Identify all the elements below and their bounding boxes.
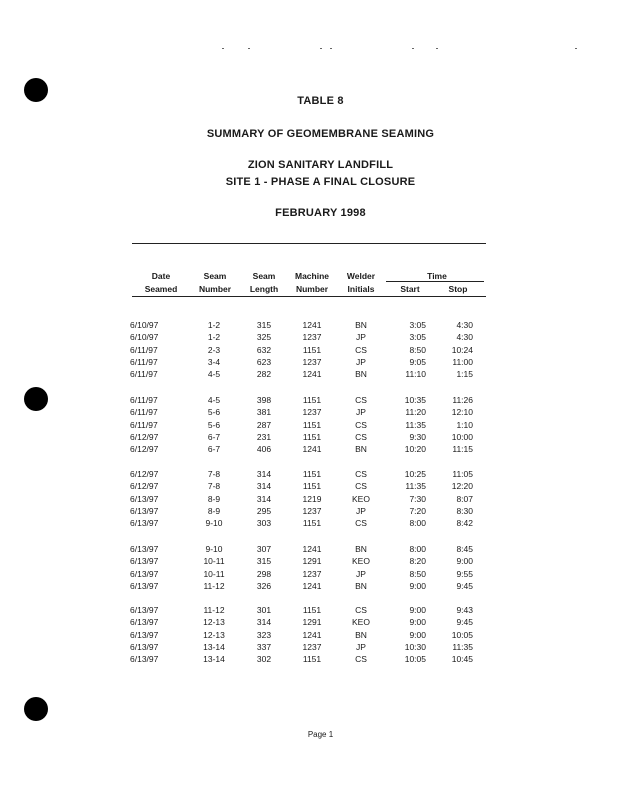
- machine-number-cell: 1241: [302, 580, 322, 591]
- welder-initials-cell: KEO: [352, 617, 370, 628]
- seam-number-cell: 9-10: [205, 518, 223, 529]
- machine-number-cell: 1151: [302, 431, 322, 442]
- col-date-line2: Seamed: [144, 284, 178, 294]
- date-seamed-cell: 6/10/97: [130, 332, 159, 343]
- top-rule: [132, 243, 486, 244]
- date-seamed-cell: 6/13/97: [130, 617, 159, 628]
- col-welder-initials-line1: Welder: [346, 271, 376, 281]
- machine-number-cell: 1241: [302, 444, 322, 455]
- date-seamed-cell: 6/13/97: [130, 629, 159, 640]
- seam-number-cell: 7-8: [207, 481, 221, 492]
- stop-time-cell: 11:05: [452, 469, 473, 479]
- welder-initials-cell: CS: [355, 395, 367, 405]
- scan-speck: [248, 48, 250, 49]
- stop-time-cell: 8:45: [456, 544, 473, 554]
- scan-speck: [436, 48, 438, 49]
- scan-speck: [330, 48, 332, 49]
- seam-number-cell: 13-14: [203, 641, 225, 652]
- welder-initials-cell: BN: [355, 320, 367, 330]
- col-machine-number-line1: Machine: [294, 271, 329, 281]
- welder-initials-cell: CS: [355, 518, 367, 529]
- date-seamed-cell: 6/13/97: [130, 556, 159, 567]
- start-time-cell: 3:05: [409, 332, 426, 343]
- machine-number-cell: 1151: [302, 344, 322, 355]
- date-seamed-cell: 6/11/97: [130, 344, 158, 355]
- seam-length-cell: 398: [256, 395, 272, 405]
- machine-number-cell: 1241: [302, 369, 322, 380]
- machine-number-cell: 1241: [302, 544, 322, 554]
- seam-number-cell: 10-11: [203, 556, 225, 567]
- seam-number-cell: 1-2: [207, 332, 221, 343]
- date-seamed-cell: 6/11/97: [130, 419, 158, 430]
- welder-initials-cell: BN: [355, 369, 367, 380]
- machine-number-cell: 1241: [302, 629, 322, 640]
- date-seamed-cell: 6/12/97: [130, 444, 159, 455]
- stop-time-cell: 9:43: [456, 605, 473, 615]
- machine-number-cell: 1291: [302, 617, 322, 628]
- start-time-cell: 7:30: [409, 493, 426, 504]
- seam-length-cell: 337: [256, 641, 272, 652]
- welder-initials-cell: JP: [356, 641, 366, 652]
- scan-speck: [412, 48, 414, 49]
- stop-time-cell: 9:55: [456, 568, 473, 579]
- seam-length-cell: 231: [256, 431, 272, 442]
- header-rule: [132, 296, 486, 297]
- seam-number-cell: 6-7: [207, 444, 221, 455]
- start-time-cell: 9:00: [409, 605, 426, 615]
- welder-initials-cell: BN: [355, 444, 367, 455]
- machine-number-cell: 1151: [302, 518, 322, 529]
- welder-initials-cell: JP: [356, 407, 366, 418]
- machine-number-cell: 1151: [302, 481, 322, 492]
- machine-number-cell: 1291: [302, 556, 322, 567]
- machine-number-cell: 1241: [302, 320, 322, 330]
- start-time-cell: 9:00: [409, 629, 426, 640]
- date-seamed-cell: 6/11/97: [130, 395, 158, 405]
- seam-number-cell: 5-6: [207, 419, 221, 430]
- welder-initials-cell: JP: [356, 332, 366, 343]
- start-time-cell: 11:20: [405, 407, 426, 418]
- machine-number-cell: 1237: [302, 356, 322, 367]
- seam-number-cell: 7-8: [207, 469, 221, 479]
- machine-number-cell: 1237: [302, 568, 322, 579]
- col-machine-number-line2: Number: [295, 284, 329, 294]
- seam-length-cell: 314: [256, 481, 272, 492]
- col-time: Time: [427, 271, 447, 281]
- machine-number-cell: 1151: [302, 605, 322, 615]
- machine-number-cell: 1237: [302, 505, 322, 516]
- col-welder-initials-line2: Initials: [347, 284, 375, 294]
- date-seamed-cell: 6/10/97: [130, 320, 159, 330]
- col-start: Start: [400, 284, 420, 294]
- start-time-cell: 9:30: [409, 431, 426, 442]
- seam-length-cell: 323: [256, 629, 272, 640]
- start-time-cell: 8:50: [409, 344, 426, 355]
- stop-time-cell: 8:30: [456, 505, 473, 516]
- time-underline: [386, 281, 484, 282]
- seam-length-cell: 381: [256, 407, 272, 418]
- start-time-cell: 10:20: [404, 444, 426, 455]
- stop-time-cell: 11:26: [452, 395, 473, 405]
- stop-time-cell: 1:10: [456, 419, 473, 430]
- col-seam-length-line1: Seam: [252, 271, 276, 281]
- stop-time-cell: 10:05: [451, 629, 473, 640]
- stop-time-cell: 12:10: [451, 407, 473, 418]
- seam-number-cell: 13-14: [203, 654, 225, 665]
- start-time-cell: 3:05: [409, 320, 426, 330]
- date-seamed-cell: 6/11/97: [130, 356, 158, 367]
- stop-time-cell: 11:35: [452, 641, 473, 652]
- welder-initials-cell: CS: [355, 419, 367, 430]
- start-time-cell: 10:30: [404, 641, 426, 652]
- date-seamed-cell: 6/11/97: [130, 407, 158, 418]
- welder-initials-cell: CS: [355, 344, 367, 355]
- start-time-cell: 10:25: [404, 469, 426, 479]
- col-seam-number-line1: Seam: [203, 271, 227, 281]
- scan-speck: [320, 48, 322, 49]
- machine-number-cell: 1237: [302, 641, 322, 652]
- welder-initials-cell: CS: [355, 481, 367, 492]
- seam-number-cell: 11-12: [203, 605, 225, 615]
- stop-time-cell: 11:00: [452, 356, 473, 367]
- welder-initials-cell: KEO: [352, 493, 370, 504]
- seam-number-cell: 5-6: [207, 407, 221, 418]
- seam-length-cell: 315: [256, 556, 272, 567]
- start-time-cell: 11:35: [405, 481, 426, 492]
- stop-time-cell: 9:45: [456, 617, 473, 628]
- table-title: SUMMARY OF GEOMEMBRANE SEAMING: [206, 128, 435, 140]
- stop-time-cell: 9:45: [456, 580, 473, 591]
- welder-initials-cell: CS: [355, 469, 367, 479]
- start-time-cell: 10:05: [404, 654, 426, 665]
- welder-initials-cell: BN: [355, 580, 367, 591]
- seam-length-cell: 295: [256, 505, 272, 516]
- seam-number-cell: 9-10: [205, 544, 223, 554]
- date-seamed-cell: 6/13/97: [130, 568, 159, 579]
- machine-number-cell: 1219: [302, 493, 322, 504]
- date-seamed-cell: 6/12/97: [130, 469, 159, 479]
- stop-time-cell: 10:00: [451, 431, 473, 442]
- seam-length-cell: 632: [256, 344, 272, 355]
- machine-number-cell: 1151: [302, 654, 322, 665]
- seam-number-cell: 11-12: [203, 580, 225, 591]
- seam-length-cell: 307: [256, 544, 272, 554]
- start-time-cell: 9:00: [409, 580, 426, 591]
- date-seamed-cell: 6/13/97: [130, 580, 159, 591]
- col-seam-number-line2: Number: [198, 284, 232, 294]
- seam-number-cell: 2-3: [207, 344, 221, 355]
- seam-length-cell: 301: [256, 605, 272, 615]
- date-seamed-cell: 6/13/97: [130, 544, 159, 554]
- seam-length-cell: 623: [256, 356, 272, 367]
- seam-length-cell: 287: [256, 419, 272, 430]
- start-time-cell: 8:00: [409, 544, 426, 554]
- stop-time-cell: 9:00: [456, 556, 473, 567]
- welder-initials-cell: KEO: [352, 556, 370, 567]
- seam-length-cell: 282: [256, 369, 272, 380]
- col-date-line1: Date: [151, 271, 171, 281]
- machine-number-cell: 1237: [302, 407, 322, 418]
- machine-number-cell: 1151: [302, 395, 322, 405]
- machine-number-cell: 1151: [302, 469, 322, 479]
- col-seam-length-line2: Length: [249, 284, 279, 294]
- date-seamed-cell: 6/13/97: [130, 505, 159, 516]
- seam-length-cell: 314: [256, 617, 272, 628]
- seam-length-cell: 303: [256, 518, 272, 529]
- stop-time-cell: 10:24: [451, 344, 473, 355]
- date-seamed-cell: 6/13/97: [130, 493, 159, 504]
- start-time-cell: 8:00: [409, 518, 426, 529]
- seam-length-cell: 325: [256, 332, 272, 343]
- seam-length-cell: 314: [256, 493, 272, 504]
- stop-time-cell: 8:42: [456, 518, 473, 529]
- date-seamed-cell: 6/11/97: [130, 369, 158, 380]
- welder-initials-cell: JP: [356, 356, 366, 367]
- table-number: TABLE 8: [297, 95, 344, 107]
- scan-speck: [222, 48, 224, 49]
- welder-initials-cell: BN: [355, 629, 367, 640]
- stop-time-cell: 8:07: [456, 493, 473, 504]
- report-period: FEBRUARY 1998: [275, 207, 366, 219]
- stop-time-cell: 12:20: [451, 481, 473, 492]
- stop-time-cell: 1:15: [456, 369, 473, 380]
- seam-number-cell: 8-9: [207, 505, 221, 516]
- stop-time-cell: 4:30: [456, 332, 473, 343]
- start-time-cell: 8:50: [409, 568, 426, 579]
- seam-number-cell: 3-4: [207, 356, 221, 367]
- date-seamed-cell: 6/12/97: [130, 481, 159, 492]
- page-number: Page 1: [307, 730, 334, 739]
- col-stop: Stop: [448, 284, 468, 294]
- seam-number-cell: 12-13: [203, 629, 225, 640]
- seam-length-cell: 326: [256, 580, 272, 591]
- start-time-cell: 11:35: [405, 419, 426, 430]
- stop-time-cell: 10:45: [451, 654, 473, 665]
- date-seamed-cell: 6/13/97: [130, 641, 159, 652]
- binder-hole-middle: [24, 387, 48, 411]
- seam-number-cell: 10-11: [203, 568, 225, 579]
- site-phase: SITE 1 - PHASE A FINAL CLOSURE: [225, 176, 416, 188]
- stop-time-cell: 4:30: [456, 320, 473, 330]
- date-seamed-cell: 6/13/97: [130, 654, 159, 665]
- seam-number-cell: 1-2: [207, 320, 221, 330]
- start-time-cell: 11:10: [405, 369, 426, 380]
- stop-time-cell: 11:15: [452, 444, 473, 455]
- welder-initials-cell: BN: [355, 544, 367, 554]
- seam-number-cell: 12-13: [203, 617, 225, 628]
- seam-number-cell: 6-7: [207, 431, 221, 442]
- start-time-cell: 10:35: [404, 395, 426, 405]
- start-time-cell: 9:05: [409, 356, 426, 367]
- welder-initials-cell: JP: [356, 505, 366, 516]
- seam-length-cell: 314: [256, 469, 272, 479]
- welder-initials-cell: JP: [356, 568, 366, 579]
- seam-number-cell: 8-9: [207, 493, 221, 504]
- start-time-cell: 7:20: [409, 505, 426, 516]
- date-seamed-cell: 6/13/97: [130, 518, 159, 529]
- machine-number-cell: 1151: [302, 419, 322, 430]
- seam-length-cell: 406: [256, 444, 272, 455]
- welder-initials-cell: CS: [355, 431, 367, 442]
- machine-number-cell: 1237: [302, 332, 322, 343]
- welder-initials-cell: CS: [355, 605, 367, 615]
- date-seamed-cell: 6/13/97: [130, 605, 159, 615]
- date-seamed-cell: 6/12/97: [130, 431, 159, 442]
- binder-hole-bottom: [24, 697, 48, 721]
- site-name: ZION SANITARY LANDFILL: [247, 159, 394, 171]
- seam-length-cell: 302: [256, 654, 272, 665]
- seam-number-cell: 4-5: [207, 395, 221, 405]
- seam-number-cell: 4-5: [207, 369, 221, 380]
- seam-length-cell: 298: [256, 568, 272, 579]
- seam-length-cell: 315: [256, 320, 272, 330]
- scan-speck: [575, 48, 577, 49]
- welder-initials-cell: CS: [355, 654, 367, 665]
- start-time-cell: 8:20: [409, 556, 426, 567]
- start-time-cell: 9:00: [409, 617, 426, 628]
